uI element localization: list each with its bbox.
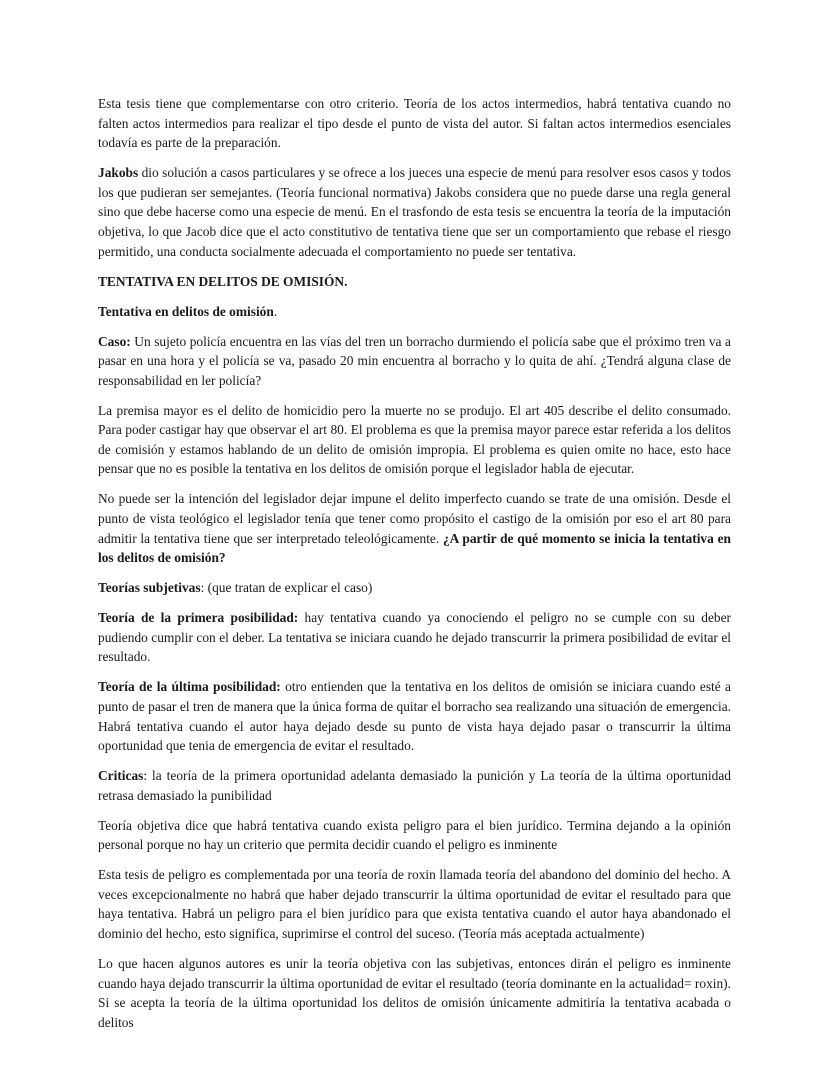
question-bold: ¿A partir de qué momento se inicia la tentativa en los delitos de omisión? xyxy=(98,530,731,566)
subsection-heading: Tentativa en delitos de omisión. xyxy=(98,303,278,319)
paragraph-lead: Teoría de la primera posibilidad: xyxy=(98,610,299,626)
paragraph-criticas: Criticas: la teoría de la primera oportunidad adelanta demasiado la punición y La teoría de la última oportunidad retrasa demasiado la punibilidad xyxy=(98,768,731,803)
paragraph-roxin-abandono: Esta tesis de peligro es complementada por una teoría de roxin llamada teoría del abandono del dominio del hecho. A veces excepcionalmente no habrá que haber dejado transcurrir la última oportunidad de evitar el resultado para que haya tentativa. Habrá un peligro para el bien jurídico para que exista tentativa cuando el autor haya abandonado el dominio del hecho, esto significa, suprimirse el control del suceso. (Teoría más aceptada actualmente) xyxy=(98,867,731,942)
paragraph-teoria-objetiva: Teoría objetiva dice que habrá tentativa cuando exista peligro para el bien jurídico. Termina dejando a la opinión personal porque no hay un criterio que permita decidir cuando el peligro es inminente xyxy=(98,817,731,853)
paragraph-lead: Criticas xyxy=(98,768,144,784)
paragraph-teorias-subjetivas: Teorías subjetivas: (que tratan de explicar el caso) xyxy=(98,580,373,596)
section-heading: TENTATIVA EN DELITOS DE OMISIÓN. xyxy=(98,273,348,289)
paragraph-union-teorias: Lo que hacen algunos autores es unir la teoría objetiva con las subjetivas, entonces dirán el peligro es inminente cuando haya dejado transcurrir la última oportunidad de evitar el resultado (teoría dominante en la actualidad= roxin). Si se acepta la teoría de la última oportunidad los delitos de omisión únicamente admitiría la tentativa acabada o delitos xyxy=(98,956,731,1030)
paragraph-lead: Teoría de la última posibilidad: xyxy=(98,679,281,695)
paragraph-intencion-legislador: No puede ser la intención del legislador dejar impune el delito imperfecto cuando se trate de una omisión. Desde el punto de vista teológico el legislador tenía que tener como propósito el castigo de la omisión por eso el art 80 para admitir la tentativa tiene que ser interpretado teleológicamente. ¿A partir de qué momento se inicia la tentativa en los delitos de omisión? xyxy=(98,491,731,566)
paragraph-actos-intermedios: Esta tesis tiene que complementarse con otro criterio. Teoría de los actos intermedios, habrá tentativa cuando no falten actos intermedios para realizar el tipo desde el punto de vista del autor. Si faltan actos intermedios esenciales todavía es parte de la preparación. xyxy=(98,96,731,151)
paragraph-primera-posibilidad: Teoría de la primera posibilidad: hay tentativa cuando ya conociendo el peligro no se cumple con su deber pudiendo cumplir con el deber. La tentativa se iniciara cuando he dejado transcurrir la primera posibilidad de evitar el resultado. xyxy=(98,610,731,665)
paragraph-jakobs: Jakobs dio solución a casos particulares y se ofrece a los jueces una especie de menú para resolver esos casos y todos los que pudieran ser semejantes. (Teoría funcional normativa) Jakobs considera que no puede darse una regla general sino que debe hacerse como una especie de menú. En el trasfondo de esta tesis se encuentra la teoría de la imputación objetiva, lo que Jacob dice que el acto constitutivo de tentativa tiene que ser un comportamiento que rebase el riesgo permitido, una conducta socialmente adecuada el comportamiento no puede ser tentativa. xyxy=(98,165,731,259)
paragraph-ultima-posibilidad: Teoría de la última posibilidad: otro entienden que la tentativa en los delitos de omisión se iniciara cuando esté a punto de pasar el tren de manera que la única forma de quitar el borracho sea realizando una situación de emergencia. Habrá tentativa cuando el autor haya dejado desde su punto de vista haya dejado pasar o transcurrir la última oportunidad que tenia de emergencia de evitar el resultado. xyxy=(98,679,732,754)
paragraph-lead: Teorías subjetivas xyxy=(98,580,201,596)
document-body xyxy=(98,94,731,1043)
paragraph-caso: Caso: Un sujeto policía encuentra en las vías del tren un borracho durmiendo el policía sabe que el próximo tren va a pasar en una hora y el policía se va, pasado 20 min encuentra al borracho y lo quita de ahí. ¿Tendrá alguna clase de responsabilidad en ler policía? xyxy=(98,333,731,388)
paragraph-lead: Jakobs xyxy=(98,165,139,181)
paragraph-lead: Caso: xyxy=(98,333,131,349)
paragraph-premisa-mayor: La premisa mayor es el delito de homicidio pero la muerte no se produjo. El art 405 describe el delito consumado. Para poder castigar hay que observar el art 80. El problema es que la premisa mayor parece estar referida a los delitos de comisión y estamos hablando de un delito de omisión impropia. El problema es quien omite no hace, esto hace pensar que no es posible la tentativa en los delitos de omisión porque el legislador habla de ejecutar. xyxy=(98,402,731,477)
